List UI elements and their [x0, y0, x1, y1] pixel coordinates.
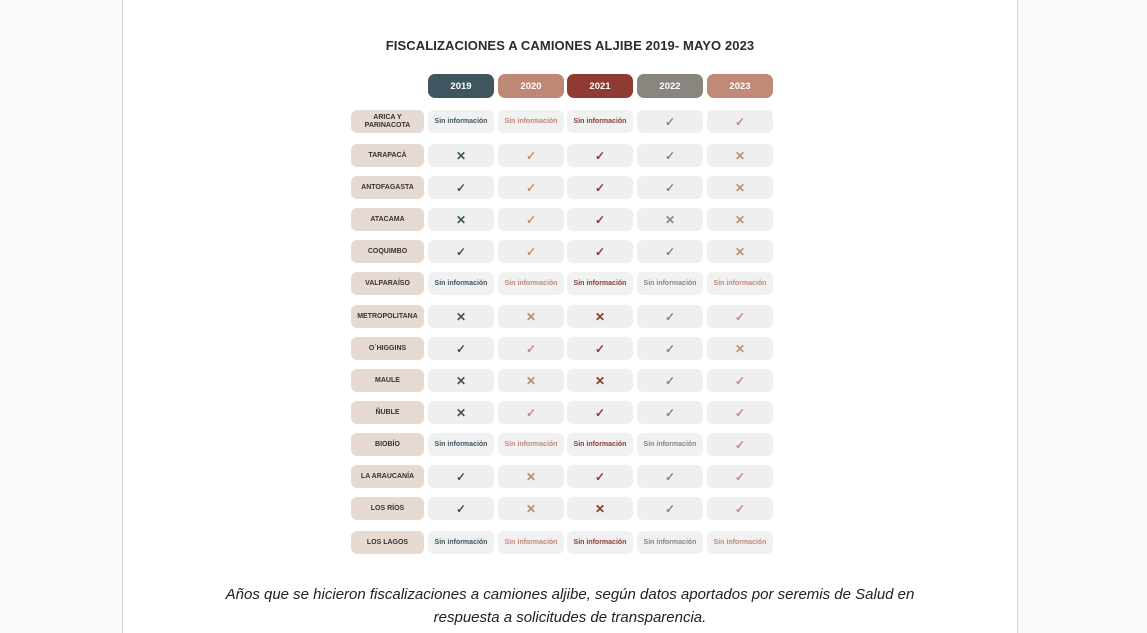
check-icon: ✓: [707, 497, 773, 520]
check-icon: ✓: [707, 433, 773, 456]
check-icon: ✓: [637, 176, 703, 199]
sin-informacion-cell: Sin información: [637, 272, 703, 295]
check-icon: ✓: [637, 337, 703, 360]
cross-icon: ✕: [707, 240, 773, 263]
region-label: TARAPACÁ: [351, 144, 424, 167]
check-icon: ✓: [637, 465, 703, 488]
check-icon: ✓: [637, 144, 703, 167]
cross-icon: ✕: [707, 208, 773, 231]
cross-icon: ✕: [567, 497, 633, 520]
check-icon: ✓: [707, 305, 773, 328]
check-icon: ✓: [567, 337, 633, 360]
sin-informacion-cell: Sin información: [498, 531, 564, 554]
sin-informacion-cell: Sin información: [567, 433, 633, 456]
check-icon: ✓: [428, 240, 494, 263]
sin-informacion-cell: Sin información: [428, 433, 494, 456]
check-icon: ✓: [498, 208, 564, 231]
region-label: LOS RÍOS: [351, 497, 424, 520]
check-icon: ✓: [428, 465, 494, 488]
region-label: ARICA Y PARINACOTA: [351, 110, 424, 133]
check-icon: ✓: [637, 401, 703, 424]
sin-informacion-cell: Sin información: [498, 433, 564, 456]
year-header-2020: 2020: [498, 74, 564, 98]
region-label: LA ARAUCANÍA: [351, 465, 424, 488]
check-icon: ✓: [637, 497, 703, 520]
region-label: BIOBÍO: [351, 433, 424, 456]
cross-icon: ✕: [428, 208, 494, 231]
cross-icon: ✕: [428, 305, 494, 328]
cross-icon: ✕: [707, 144, 773, 167]
cross-icon: ✕: [498, 465, 564, 488]
check-icon: ✓: [567, 144, 633, 167]
sin-informacion-cell: Sin información: [637, 531, 703, 554]
check-icon: ✓: [707, 110, 773, 133]
sin-informacion-cell: Sin información: [498, 272, 564, 295]
figure-title: FISCALIZACIONES A CAMIONES ALJIBE 2019- MAYO 2023: [385, 38, 755, 53]
region-label: LOS LAGOS: [351, 531, 424, 554]
check-icon: ✓: [498, 176, 564, 199]
sin-informacion-cell: Sin información: [567, 110, 633, 133]
check-icon: ✓: [428, 497, 494, 520]
cross-icon: ✕: [428, 144, 494, 167]
cross-icon: ✕: [428, 401, 494, 424]
check-icon: ✓: [567, 240, 633, 263]
check-icon: ✓: [498, 144, 564, 167]
check-icon: ✓: [707, 465, 773, 488]
check-icon: ✓: [567, 208, 633, 231]
cross-icon: ✕: [498, 369, 564, 392]
check-icon: ✓: [567, 401, 633, 424]
check-icon: ✓: [567, 465, 633, 488]
fiscalizaciones-table-image: [123, 0, 1017, 570]
sin-informacion-cell: Sin información: [707, 272, 773, 295]
check-icon: ✓: [498, 240, 564, 263]
region-label: ANTOFAGASTA: [351, 176, 424, 199]
sin-informacion-cell: Sin información: [428, 110, 494, 133]
sin-informacion-cell: Sin información: [567, 531, 633, 554]
check-icon: ✓: [707, 369, 773, 392]
sin-informacion-cell: Sin información: [428, 272, 494, 295]
cross-icon: ✕: [637, 208, 703, 231]
sin-informacion-cell: Sin información: [498, 110, 564, 133]
cross-icon: ✕: [498, 497, 564, 520]
region-label: COQUIMBO: [351, 240, 424, 263]
image-caption: [123, 583, 1017, 629]
check-icon: ✓: [428, 337, 494, 360]
cross-icon: ✕: [428, 369, 494, 392]
document-page: [122, 0, 1018, 633]
caption-line-1: Años que se hicieron fiscalizaciones a camiones aljibe, según datos aportados por seremis de Salud en: [225, 586, 915, 603]
check-icon: ✓: [498, 337, 564, 360]
sin-informacion-cell: Sin información: [567, 272, 633, 295]
year-header-2022: 2022: [637, 74, 703, 98]
region-label: MAULE: [351, 369, 424, 392]
caption-line-2: respuesta a solicitudes de transparencia.: [433, 609, 707, 626]
sin-informacion-cell: Sin información: [428, 531, 494, 554]
cross-icon: ✕: [707, 337, 773, 360]
region-label: ATACAMA: [351, 208, 424, 231]
cross-icon: ✕: [498, 305, 564, 328]
year-header-2023: 2023: [707, 74, 773, 98]
check-icon: ✓: [428, 176, 494, 199]
sin-informacion-cell: Sin información: [637, 433, 703, 456]
sin-informacion-cell: Sin información: [707, 531, 773, 554]
cross-icon: ✕: [567, 305, 633, 328]
region-label: METROPOLITANA: [351, 305, 424, 328]
region-label: VALPARAÍSO: [351, 272, 424, 295]
check-icon: ✓: [637, 305, 703, 328]
region-label: ÑUBLE: [351, 401, 424, 424]
check-icon: ✓: [637, 110, 703, 133]
year-header-2021: 2021: [567, 74, 633, 98]
year-header-2019: 2019: [428, 74, 494, 98]
cross-icon: ✕: [707, 176, 773, 199]
check-icon: ✓: [498, 401, 564, 424]
check-icon: ✓: [637, 240, 703, 263]
region-label: O´HIGGINS: [351, 337, 424, 360]
check-icon: ✓: [637, 369, 703, 392]
cross-icon: ✕: [567, 369, 633, 392]
check-icon: ✓: [567, 176, 633, 199]
check-icon: ✓: [707, 401, 773, 424]
